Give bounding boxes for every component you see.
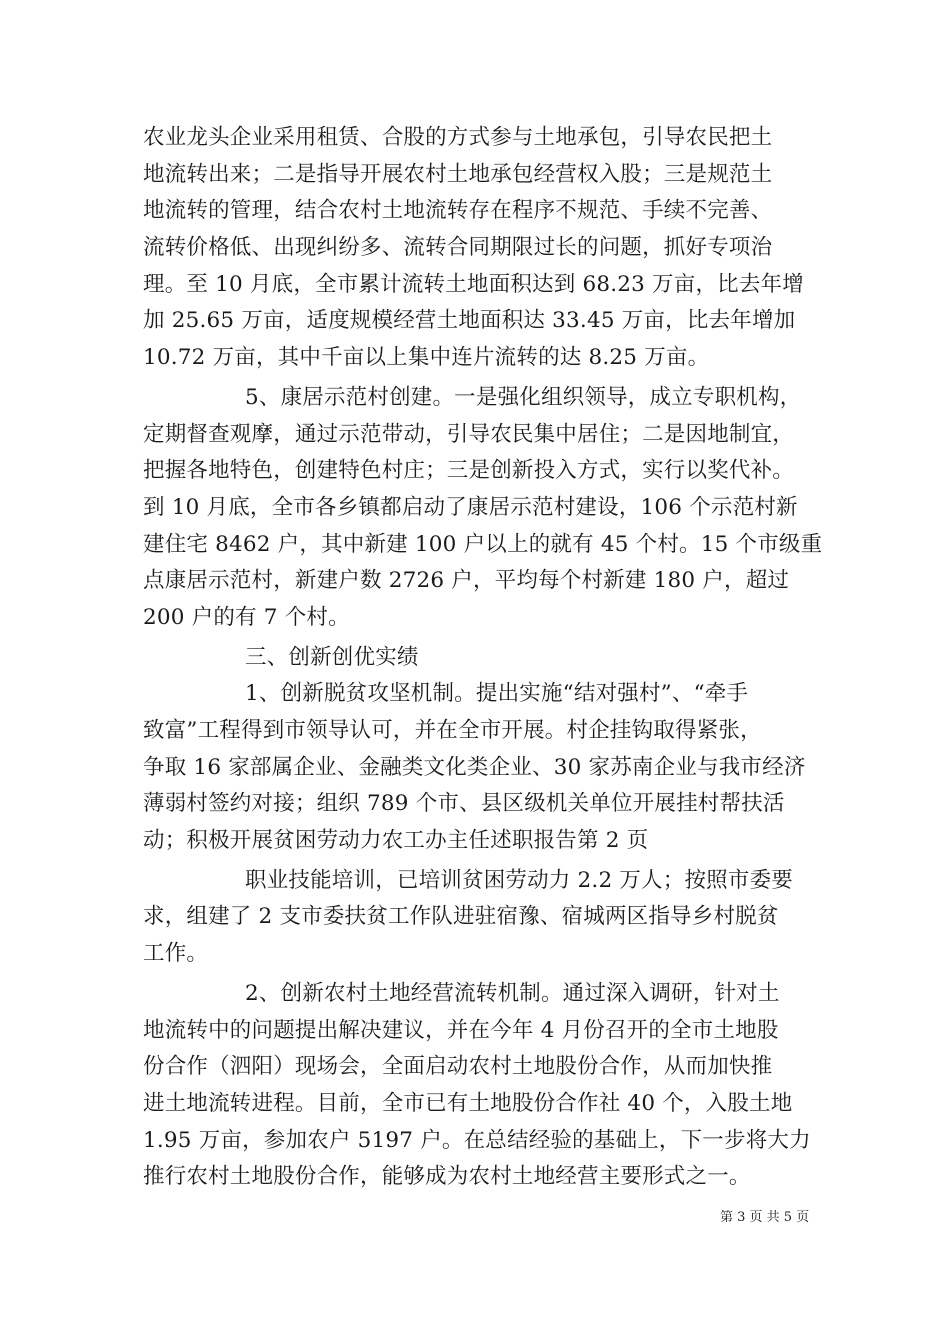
text-line: 地流转的管理，结合农村土地流转存在程序不规范、手续不完善、 <box>143 198 773 224</box>
text-line: 把握各地特色，创建特色村庄；三是创新投入方式，实行以奖代补。 <box>143 458 795 484</box>
text-line: 进土地流转进程。目前，全市已有土地股份合作社 40 个，入股土地 <box>143 1090 793 1116</box>
document-body <box>143 120 823 1196</box>
text-line: 定期督查观摩，通过示范带动，引导农民集中居住；二是因地制宜， <box>143 421 795 447</box>
paragraph-start-line: 2、创新农村土地经营流转机制。通过深入调研，针对土 <box>245 980 780 1006</box>
text-line: 加 25.65 万亩，适度规模经营土地面积达 33.45 万亩，比去年增加 <box>143 308 796 334</box>
paragraph-start-line: 职业技能培训，已培训贫困劳动力 2.2 万人；按照市委要 <box>245 867 793 893</box>
text-line: 点康居示范村，新建户数 2726 户，平均每个村新建 180 户，超过 <box>143 568 790 594</box>
paragraph-start-line: 5、康居示范村创建。一是强化组织领导，成立专职机构， <box>245 384 802 410</box>
text-line: 200 户的有 7 个村。 <box>143 604 350 630</box>
section-heading: 三、创新创优实绩 <box>245 644 419 670</box>
text-line: 份合作（泗阳）现场会，全面启动农村土地股份合作，从而加快推 <box>143 1054 773 1080</box>
text-line: 到 10 月底，全市各乡镇都启动了康居示范村建设，106 个示范村新 <box>143 494 798 520</box>
text-line: 工作。 <box>143 941 209 967</box>
text-line: 动；积极开展贫困劳动力农工办主任述职报告第 2 页 <box>143 828 649 854</box>
text-line: 理。至 10 月底，全市累计流转土地面积达到 68.23 万亩，比去年增 <box>143 271 804 297</box>
text-line: 地流转中的问题提出解决建议，并在今年 4 月份召开的全市土地股 <box>143 1017 779 1043</box>
text-line: 流转价格低、出现纠纷多、流转合同期限过长的问题，抓好专项治 <box>143 235 773 261</box>
text-line: 致富”工程得到市领导认可，并在全市开展。村企挂钩取得紧张， <box>143 718 762 743</box>
text-line: 薄弱村签约对接；组织 789 个市、县区级机关单位开展挂村帮扶活 <box>143 791 785 817</box>
text-line: 推行农村土地股份合作，能够成为农村土地经营主要形式之一。 <box>143 1164 751 1190</box>
text-line: 建住宅 8462 户，其中新建 100 户以上的就有 45 个村。15 个市级重 <box>143 531 823 557</box>
text-line: 农业龙头企业采用租赁、合股的方式参与土地承包，引导农民把土 <box>143 125 773 150</box>
text-line: 争取 16 家部属企业、金融类文化类企业、30 家苏南企业与我市经济 <box>143 754 806 780</box>
text-line: 求，组建了 2 支市委扶贫工作队进驻宿豫、宿城两区指导乡村脱贫 <box>143 904 779 930</box>
text-line: 地流转出来；二是指导开展农村土地承包经营权入股；三是规范土 <box>143 161 773 187</box>
page-number-footer: 第 3 页 共 5 页 <box>720 1210 810 1225</box>
paragraph-start-line: 1、创新脱贫攻坚机制。提出实施“结对强村”、“牵手 <box>245 681 749 707</box>
text-line: 10.72 万亩，其中千亩以上集中连片流转的达 8.25 万亩。 <box>143 345 710 371</box>
text-line: 1.95 万亩，参加农户 5197 户。在总结经验的基础上，下一步将大力 <box>143 1127 811 1153</box>
